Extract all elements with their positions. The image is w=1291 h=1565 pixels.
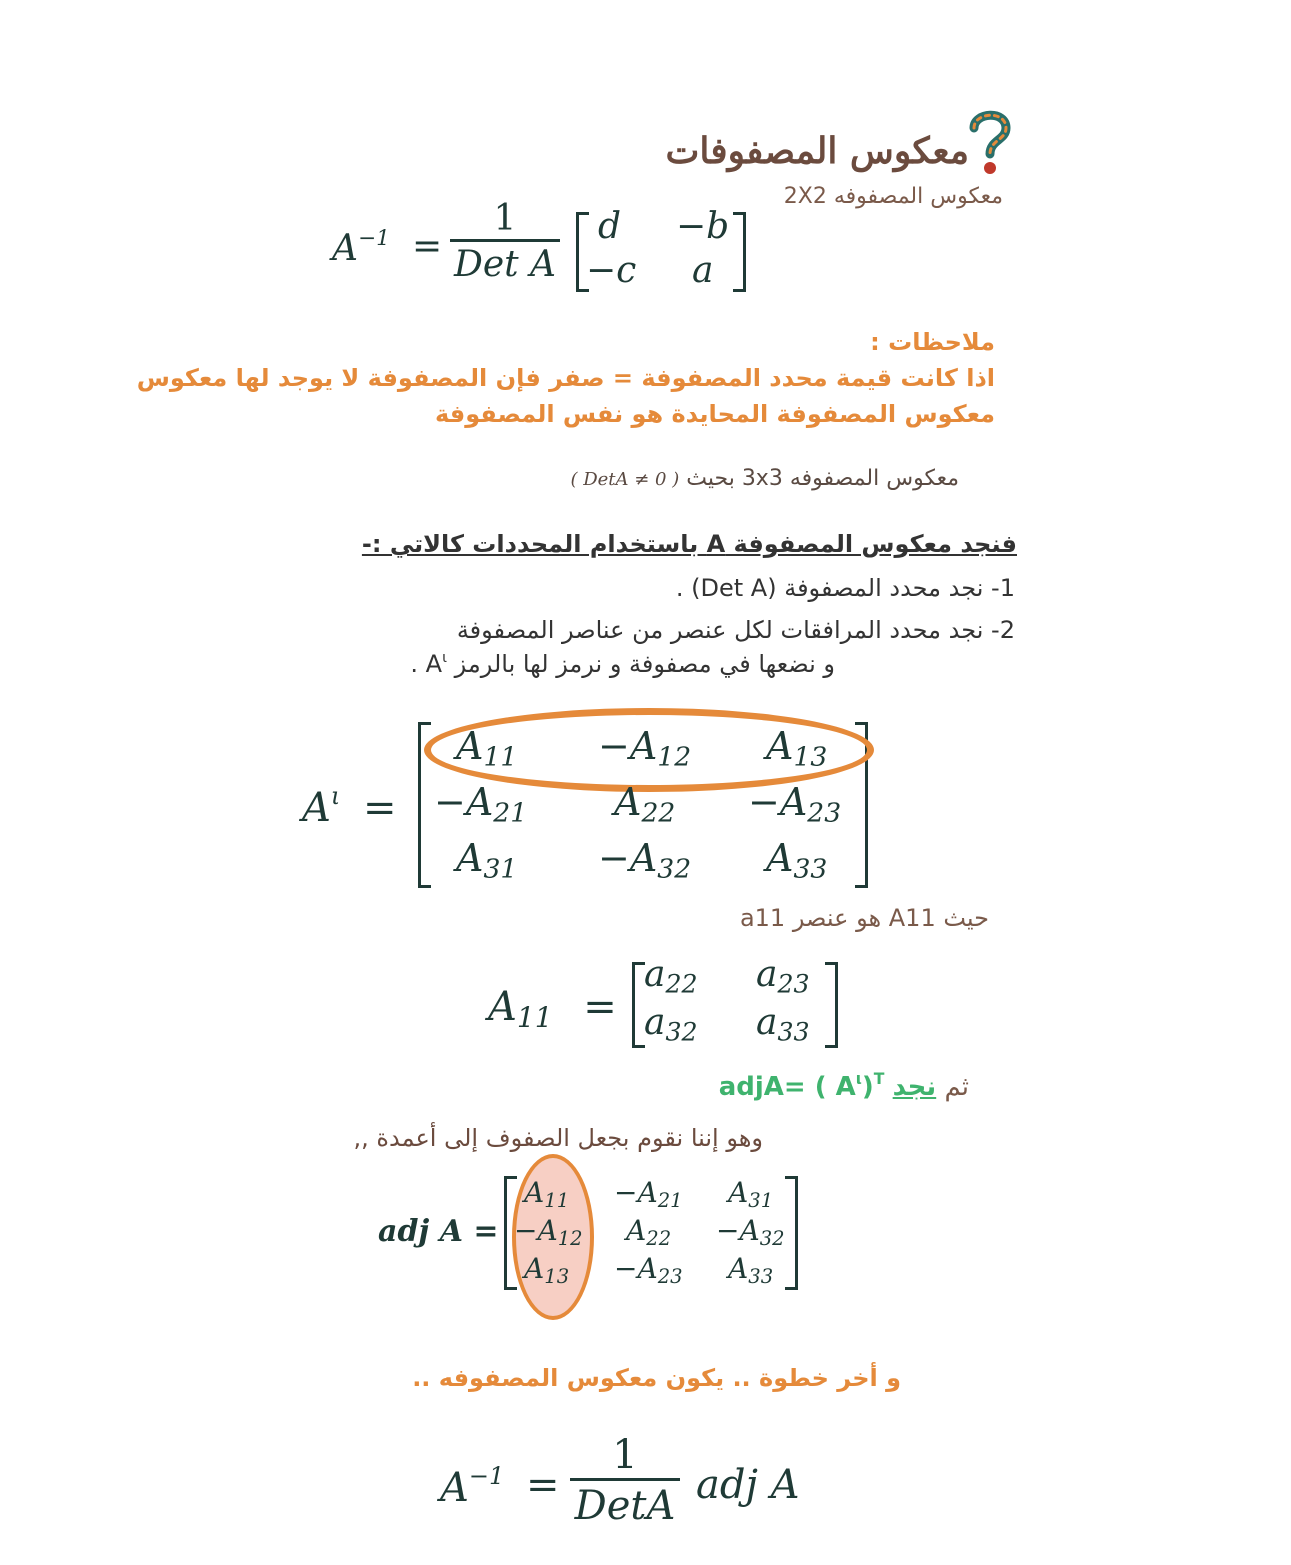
minor-lhs: $A_{11}$ = bbox=[488, 984, 617, 1034]
minor-cell: $a_{23}$ bbox=[756, 954, 810, 999]
adj-cell-32: $-A_{23}$ bbox=[614, 1252, 683, 1288]
cofactor-matrix-lhs: $A^\iota$ = bbox=[302, 782, 397, 831]
adj-step-formula: adjA= ( $A^\iota)^T$ bbox=[718, 1070, 885, 1102]
cofactor-cell-22: $A_{22}$ bbox=[614, 780, 676, 829]
question-mark-icon bbox=[966, 108, 1012, 178]
minor-cell: $a_{32}$ bbox=[644, 1002, 698, 1047]
right-bracket bbox=[785, 1176, 798, 1290]
section-3x3-text: معكوس المصفوفه 3x3 بحيث bbox=[686, 466, 959, 491]
adj-matrix-lhs: adj A = bbox=[378, 1214, 499, 1249]
notes-line-1: اذا كانت قيمة محدد المصفوفة = صفر فإن المصفوفة لا يوجد لها معكوس bbox=[136, 364, 995, 392]
cofactor-matrix bbox=[418, 722, 868, 888]
adj-cell-21: $-A_{12}$ bbox=[514, 1214, 583, 1250]
matrix-cell: a bbox=[692, 250, 714, 291]
adj-step-then: ثم bbox=[944, 1071, 969, 1102]
formula1-fraction bbox=[450, 198, 560, 285]
method-step-1: 1- نجد محدد المصفوفة (Det A) . bbox=[675, 574, 1015, 602]
matrix-cell: −c bbox=[586, 250, 637, 291]
cofactor-cell-13: $A_{13}$ bbox=[766, 724, 828, 773]
section-3x3-condition: ( DetA ≠ 0 ) bbox=[570, 469, 680, 490]
method-step-2a: 2- نجد محدد المرافقات لكل عنصر من عناصر المصفوفة bbox=[456, 616, 1015, 644]
method-heading: فنجد معكوس المصفوفة A باستخدام المحددات كالاتي :- bbox=[361, 530, 1017, 558]
formula1-lhs: $A^{-1}$ bbox=[332, 226, 390, 270]
adj-cell-33: $A_{33}$ bbox=[728, 1252, 774, 1288]
adj-cell-13: $A_{31}$ bbox=[728, 1176, 774, 1212]
adj-step-find: نجد bbox=[892, 1071, 937, 1102]
cofactor-cell-31: $A_{31}$ bbox=[456, 836, 518, 885]
matrix-cell: −b bbox=[676, 206, 730, 247]
adj-cell-23: $-A_{32}$ bbox=[716, 1214, 785, 1250]
minor-cell: $a_{33}$ bbox=[756, 1002, 810, 1047]
final-fraction bbox=[570, 1432, 680, 1529]
page-title-text: معكوس المصفوفات bbox=[665, 130, 969, 172]
adj-step bbox=[719, 1070, 969, 1102]
right-bracket bbox=[733, 212, 746, 292]
formula1-matrix bbox=[576, 206, 746, 292]
final-formula bbox=[440, 1432, 820, 1546]
section-2x2-label: معكوس المصفوفه 2X2 bbox=[783, 184, 1003, 209]
adj-cell-31: $A_{13}$ bbox=[524, 1252, 570, 1288]
final-denominator: DetA bbox=[570, 1478, 680, 1529]
final-rhs: adj A bbox=[696, 1462, 800, 1508]
last-step-note: و أخر خطوة .. يكون معكوس المصفوفه .. bbox=[412, 1364, 901, 1392]
adj-cell-12: $-A_{21}$ bbox=[614, 1176, 683, 1212]
adj-explain: وهو إننا نقوم بجعل الصفوف إلى أعمدة ,, bbox=[353, 1124, 763, 1152]
cofactor-cell-23: $-A_{23}$ bbox=[748, 780, 842, 829]
where-note: حيث A11 هو عنصر a11 bbox=[739, 904, 989, 932]
cofactor-cell-12: $-A_{12}$ bbox=[598, 724, 692, 773]
method-step-2b: و نضعها في مصفوفة و نرمز لها بالرمز $A^\iota$ . bbox=[410, 650, 835, 679]
section-3x3-label bbox=[570, 466, 959, 491]
cofactor-cell-33: $A_{33}$ bbox=[766, 836, 828, 885]
formula-inverse-2x2 bbox=[332, 198, 772, 308]
adj-cell-11: $A_{11}$ bbox=[524, 1176, 570, 1212]
formula1-denominator: Det A bbox=[450, 239, 560, 285]
page-title bbox=[666, 130, 970, 172]
adj-matrix bbox=[504, 1176, 798, 1290]
final-numerator: 1 bbox=[612, 1432, 638, 1478]
final-lhs: $A^{-1}$ bbox=[440, 1462, 505, 1511]
formula1-eq: = bbox=[412, 226, 443, 267]
minor-matrix bbox=[632, 954, 838, 1048]
final-eq: = bbox=[526, 1462, 560, 1508]
cofactor-cell-21: $-A_{21}$ bbox=[434, 780, 528, 829]
minor-cell: $a_{22}$ bbox=[644, 954, 698, 999]
cofactor-cell-11: $A_{11}$ bbox=[456, 724, 518, 773]
formula1-numerator: 1 bbox=[493, 198, 517, 239]
adj-cell-22: $A_{22}$ bbox=[626, 1214, 672, 1250]
right-bracket bbox=[825, 962, 838, 1048]
notes-heading: ملاحظات : bbox=[870, 328, 995, 356]
matrix-cell: d bbox=[598, 206, 622, 247]
notes-line-2: معكوس المصفوفة المحايدة هو نفس المصفوفة bbox=[434, 400, 995, 428]
cofactor-cell-32: $-A_{32}$ bbox=[598, 836, 692, 885]
